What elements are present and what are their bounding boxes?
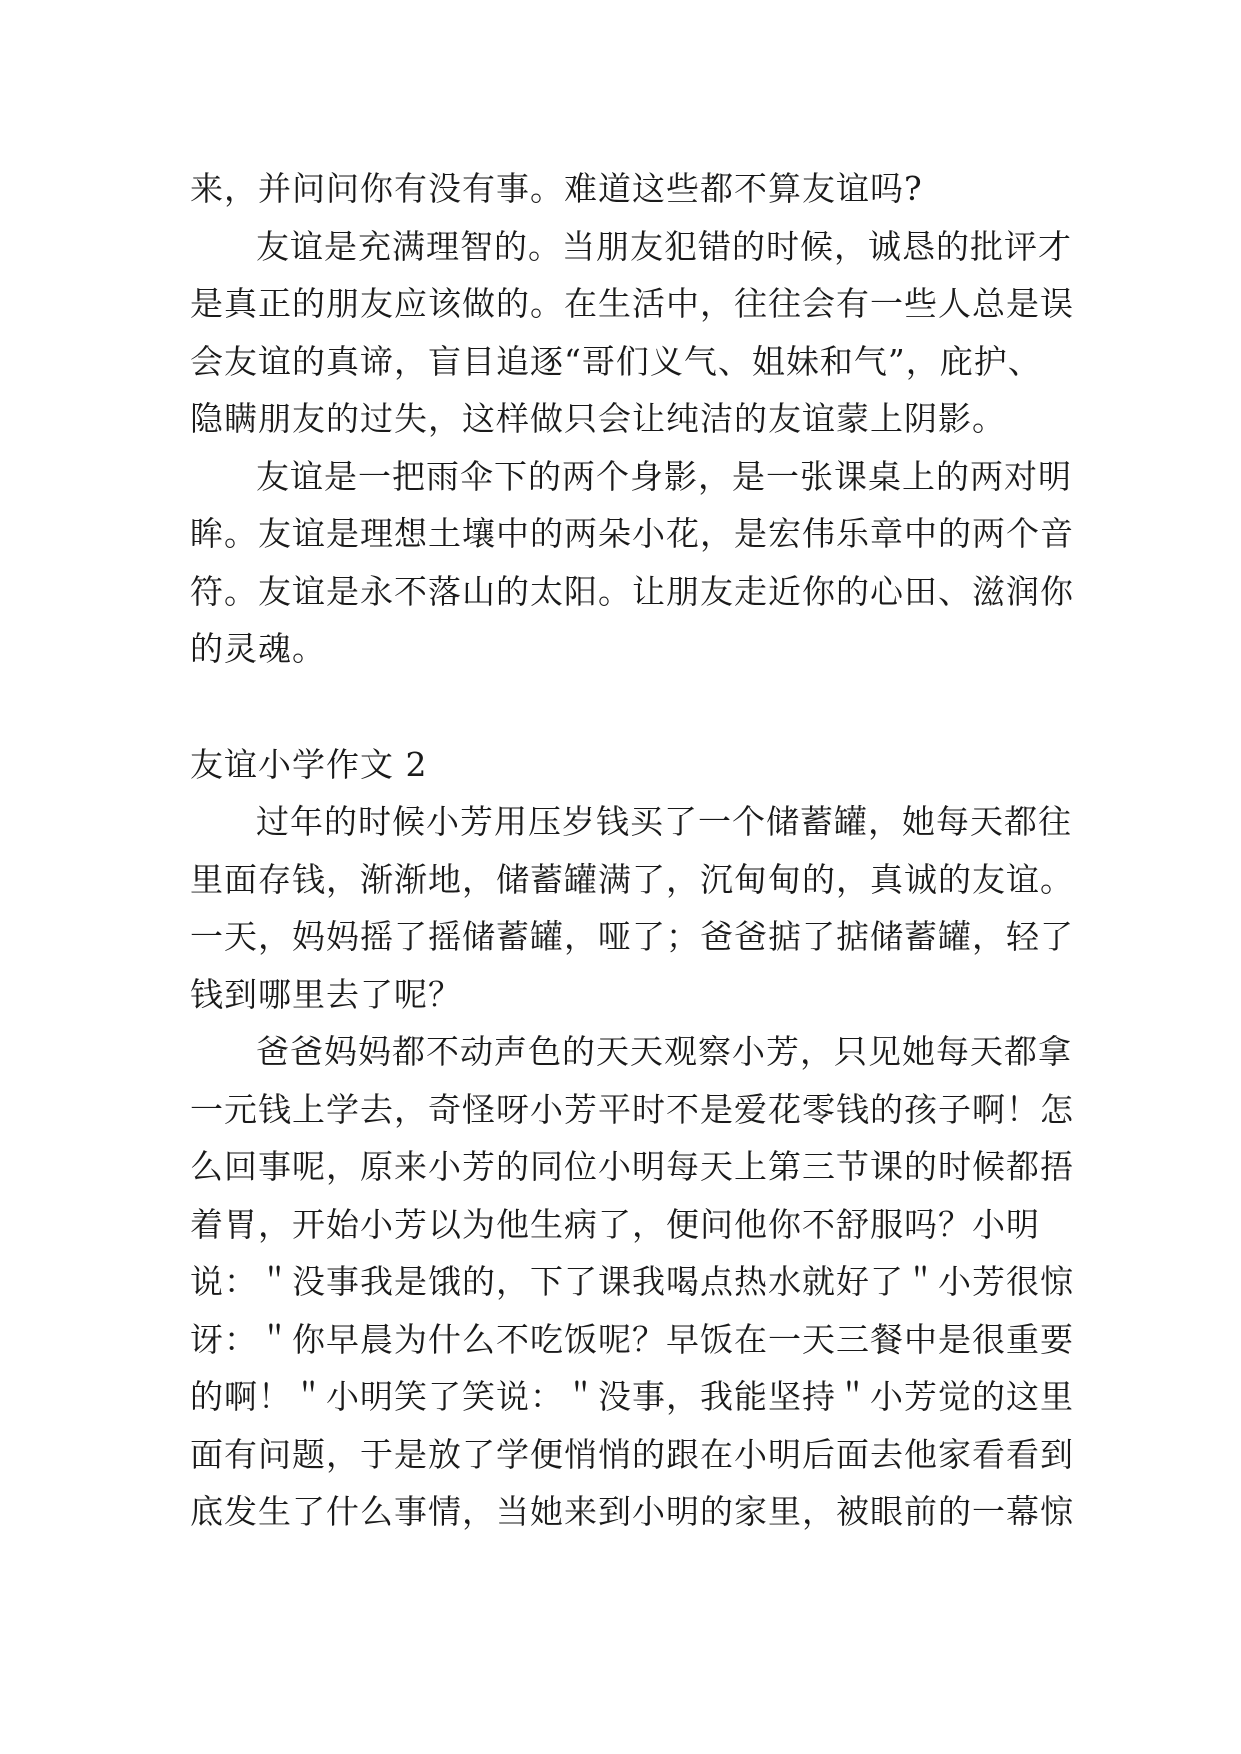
paragraph-line: 的灵魂。 [190,629,326,668]
paragraph-line: 来，并问问你有没有事。难道这些都不算友谊吗? [190,169,923,208]
section-gap [190,678,1070,736]
paragraph-line: 友谊是一把雨伞下的两个身影，是一张课桌上的两对明 [256,456,1072,496]
paragraph-line: 么回事呢，原来小芳的同位小明每天上第三节课的时候都捂 [190,1147,1074,1186]
paragraph-line: 过年的时候小芳用压岁钱买了一个储蓄罐，她每天都往 [256,802,1072,841]
paragraph-line: 面有问题，于是放了学便悄悄的跟在小明后面去他家看看到 [190,1434,1074,1474]
paragraph-line: 讶：＂你早晨为什么不吃饭呢？早饭在一天三餐中是很重要 [190,1319,1074,1359]
paragraph-line: 隐瞒朋友的过失，这样做只会让纯洁的友谊蒙上阴影。 [190,399,1006,438]
paragraph-line: 爸爸妈妈都不动声色的天天观察小芳，只见她每天都拿 [256,1032,1072,1071]
paragraph-line: 着胃，开始小芳以为他生病了，便问他你不舒服吗？小明 [190,1204,1040,1244]
paragraph-line: 是真正的朋友应该做的。在生活中，往往会有一些人总是误 [190,284,1074,323]
paragraph-line: 的啊！＂小明笑了笑说：＂没事，我能坚持＂小芳觉的这里 [190,1377,1074,1416]
paragraph-line: 里面存钱，渐渐地，储蓄罐满了，沉甸甸的，真诚的友谊。 [190,859,1074,899]
paragraph-line: 底发生了什么事情，当她来到小明的家里，被眼前的一幕惊 [190,1492,1074,1531]
paragraph-line: 友谊是充满理智的。当朋友犯错的时候，诚恳的批评才 [256,226,1072,266]
section-heading: 友谊小学作文 2 [190,744,428,784]
paragraph-line: 眸。友谊是理想土壤中的两朵小花，是宏伟乐章中的两个音 [190,514,1074,553]
paragraph-line: 说：＂没事我是饿的，下了课我喝点热水就好了＂小芳很惊 [190,1262,1074,1301]
document-body [190,160,1074,1541]
paragraph-line: 符。友谊是永不落山的太阳。让朋友走近你的心田、滋润你 [190,571,1074,611]
paragraph-line: 一天，妈妈摇了摇储蓄罐，哑了；爸爸掂了掂储蓄罐，轻了 [190,917,1074,956]
paragraph-line: 会友谊的真谛，盲目追逐“哥们义气、姐妹和气”，庇护、 [190,341,1042,381]
paragraph-line: 一元钱上学去，奇怪呀小芳平时不是爱花零钱的孩子啊！怎 [190,1089,1074,1129]
paragraph-line: 钱到哪里去了呢？ [190,974,462,1014]
